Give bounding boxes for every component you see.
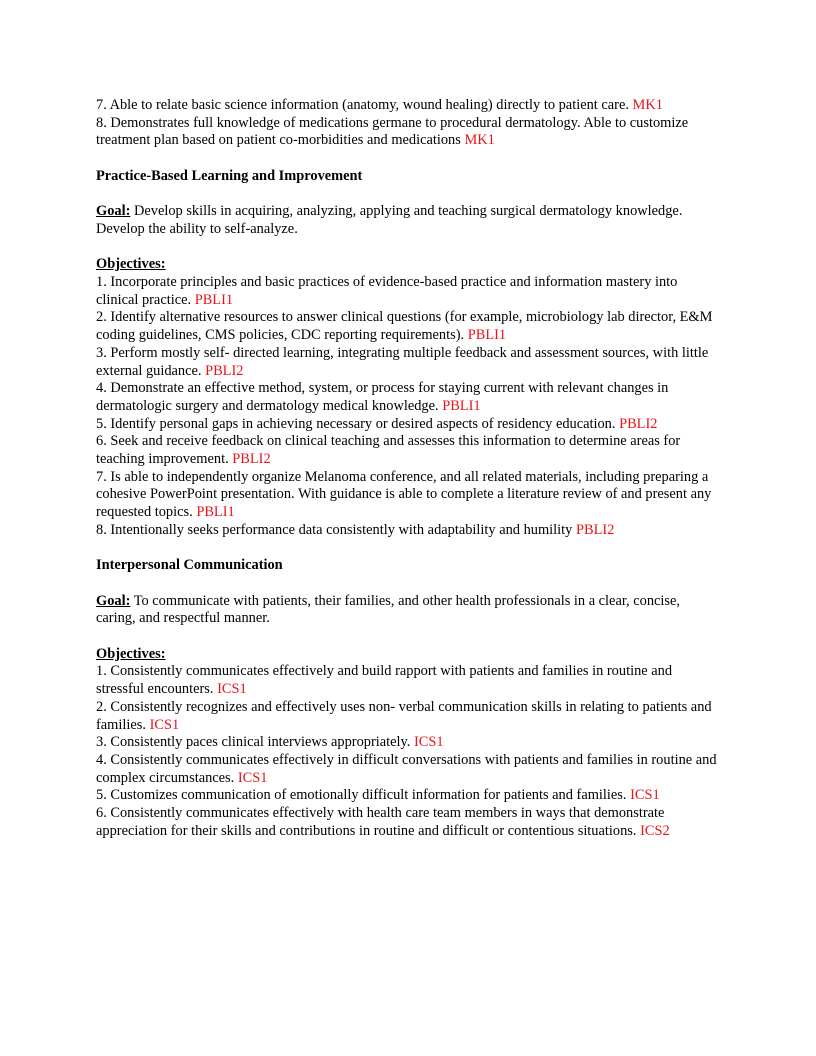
document-content: [96, 97, 721, 840]
objective-item: 6. Seek and receive feedback on clinical teaching and assesses this information to determine areas for teaching improvement. PBLI2: [96, 433, 681, 468]
pbli-goal: [96, 203, 721, 238]
objective-item: 2. Identify alternative resources to answer clinical questions (for example, microbiology lab director, E&M coding guidelines, CMS policies, CDC reporting requirements). PBLI1: [96, 309, 713, 344]
competency-code: PBLI2: [232, 451, 271, 468]
objective-item: 5. Customizes communication of emotionally difficult information for patients and families. ICS1: [96, 787, 660, 804]
objective-item: 8. Demonstrates full knowledge of medications germane to procedural dermatology. Able to customize treatment plan based on patient co-morbidities and medications MK1: [96, 114, 689, 149]
objective-item: 4. Demonstrate an effective method, system, or process for staying current with relevant changes in dermatologic surgery and dermatology medical knowledge. PBLI1: [96, 380, 669, 414]
competency-code: MK1: [464, 132, 495, 149]
pbli-objectives-list: [96, 274, 721, 540]
competency-code: PBLI1: [442, 397, 481, 414]
competency-code: PBLI1: [194, 291, 234, 308]
objective-item: 2. Consistently recognizes and effectively uses non- verbal communication skills in relating to patients and families. ICS1: [96, 698, 712, 733]
competency-code: PBLI2: [205, 362, 244, 379]
goal-label: Goal:: [96, 592, 131, 609]
objective-item: 3. Consistently paces clinical interviews appropriately. ICS1: [96, 734, 444, 751]
objectives-label: Objectives:: [96, 645, 166, 662]
competency-code: MK1: [632, 97, 663, 113]
section-heading-pbli: Practice-Based Learning and Improvement: [96, 167, 363, 184]
objective-item: 1. Incorporate principles and basic practices of evidence-based practice and information mastery into clinical practice. PBLI1: [96, 273, 678, 308]
ics-goal: [96, 593, 721, 628]
competency-code: PBLI2: [619, 415, 658, 432]
section-heading-ics: Interpersonal Communication: [96, 557, 283, 574]
goal-text: To communicate with patients, their families, and other health professionals in a clear, concise, caring, and respectful manner.: [96, 592, 680, 627]
intro-objectives-list: [96, 97, 721, 150]
ics-objectives-list: [96, 663, 721, 840]
objective-item: 5. Identify personal gaps in achieving necessary or desired aspects of residency education. PBLI2: [96, 415, 658, 432]
objective-item: 7. Is able to independently organize Melanoma conference, and all related materials, including preparing a cohesive PowerPoint presentation. With guidance is able to complete a literature review of and present any requested topics. PBLI1: [96, 468, 712, 521]
competency-code: ICS1: [413, 734, 444, 751]
competency-code: PBLI2: [575, 521, 615, 538]
objective-item: 7. Able to relate basic science information (anatomy, wound healing) directly to patient care. MK1: [96, 97, 663, 113]
competency-code: ICS1: [630, 787, 660, 804]
competency-code: ICS1: [217, 681, 247, 698]
competency-code: PBLI1: [467, 327, 507, 344]
objective-item: 4. Consistently communicates effectively in difficult conversations with patients and families in routine and complex circumstances. ICS1: [96, 751, 717, 786]
objective-item: 6. Consistently communicates effectively with health care team members in ways that demonstrate appreciation for their skills and contributions in routine and difficult or contentious situations. ICS2: [96, 805, 670, 839]
goal-text: Develop skills in acquiring, analyzing, applying and teaching surgical dermatology knowledge. Develop the ability to self-analyze.: [96, 203, 683, 237]
goal-label: Goal:: [96, 203, 131, 220]
competency-code: ICS1: [237, 769, 268, 786]
objective-item: 1. Consistently communicates effectively and build rapport with patients and families in routine and stressful encounters. ICS1: [96, 663, 673, 698]
competency-code: ICS2: [640, 822, 670, 839]
competency-code: PBLI1: [196, 504, 235, 521]
objective-item: 3. Perform mostly self- directed learning, integrating multiple feedback and assessment sources, with little external guidance. PBLI2: [96, 344, 709, 379]
objectives-label: Objectives:: [96, 256, 166, 273]
competency-code: ICS1: [149, 716, 180, 733]
objective-item: 8. Intentionally seeks performance data consistently with adaptability and humility PBLI2: [96, 521, 615, 538]
